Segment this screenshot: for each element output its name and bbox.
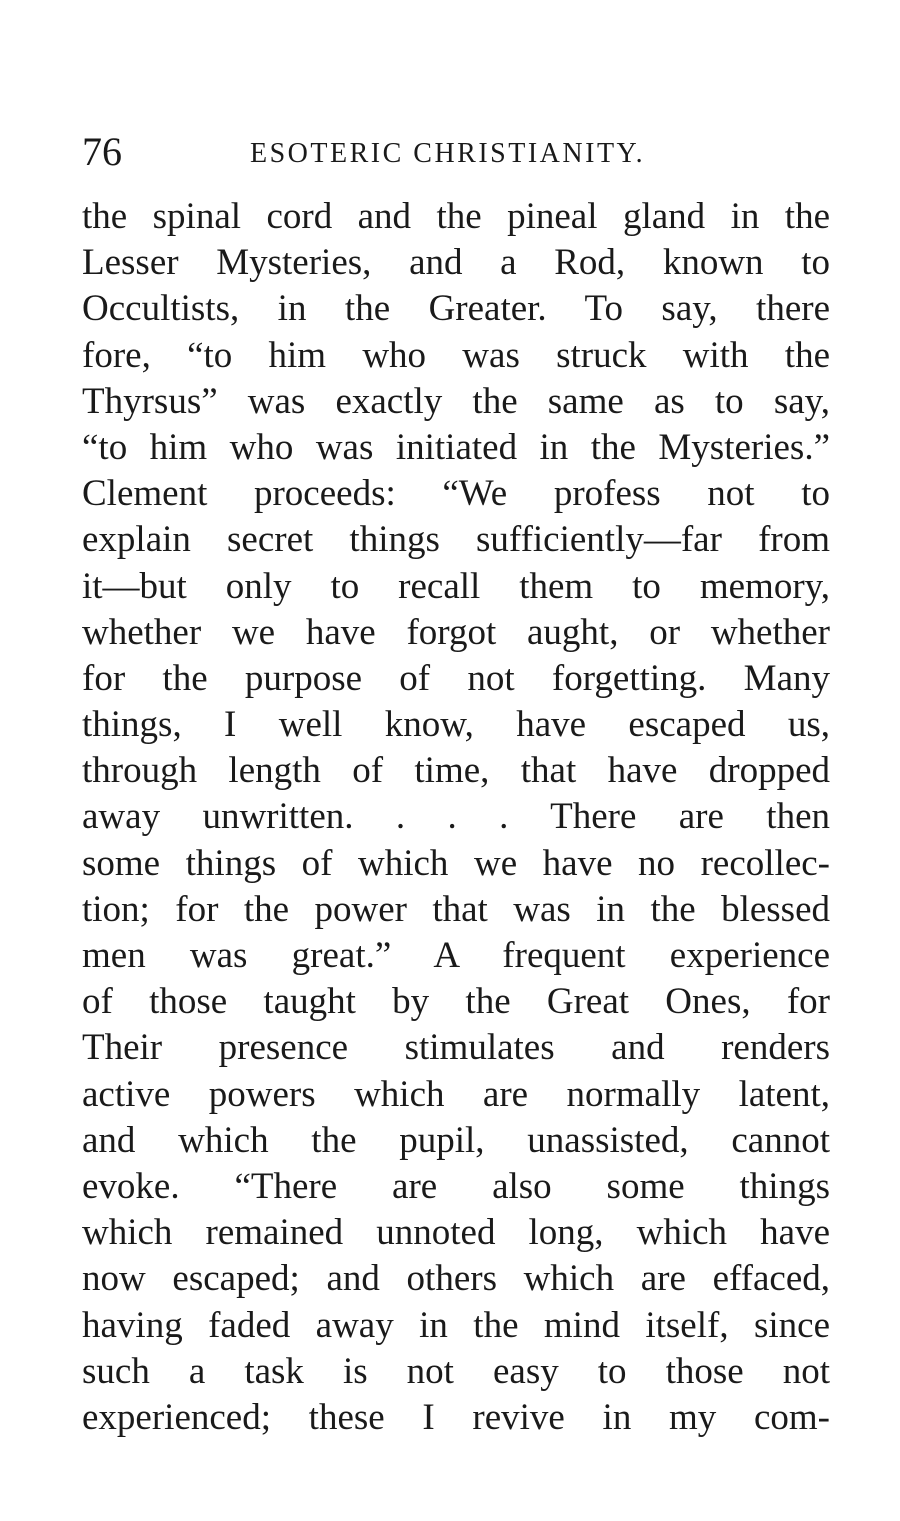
text-line: things, I well know, have escaped us,	[82, 704, 830, 746]
body-text	[82, 194, 830, 1441]
text-line: Clement proceeds: “We profess not to	[82, 473, 830, 515]
text-line: some things of which we have no recollec-	[82, 842, 830, 884]
text-line: experienced; these I revive in my com-	[82, 1396, 830, 1438]
text-line: Thyrsus” was exactly the same as to say,	[82, 380, 830, 422]
text-line: explain secret things sufficiently—far from	[82, 519, 830, 561]
text-line: whether we have forgot aught, or whether	[82, 611, 830, 653]
text-line: the spinal cord and the pineal gland in the	[82, 196, 830, 237]
text-line: having faded away in the mind itself, since	[82, 1304, 830, 1346]
text-line: Their presence stimulates and renders	[82, 1027, 830, 1069]
text-line: and which the pupil, unassisted, cannot	[82, 1119, 830, 1161]
text-line: Lesser Mysteries, and a Rod, known to	[82, 242, 830, 284]
text-line: such a task is not easy to those not	[82, 1350, 830, 1392]
text-line: of those taught by the Great Ones, for	[82, 981, 830, 1023]
text-line: Occultists, in the Greater. To say, there	[82, 288, 830, 330]
text-line: tion; for the power that was in the blessed	[82, 888, 830, 930]
text-line: active powers which are normally latent,	[82, 1073, 830, 1115]
text-line: men was great.” A frequent experience	[82, 935, 830, 976]
text-line: away unwritten. . . . There are then	[82, 796, 830, 838]
text-line: fore, “to him who was struck with the	[82, 334, 830, 376]
page-number: 76	[82, 129, 122, 174]
text-line: through length of time, that have dropped	[82, 750, 830, 792]
page-header	[82, 128, 832, 176]
running-title: ESOTERIC CHRISTIANITY.	[250, 138, 646, 169]
text-line: now escaped; and others which are effaced,	[82, 1258, 830, 1300]
text-line: it—but only to recall them to memory,	[82, 565, 830, 607]
text-line: for the purpose of not forgetting. Many	[82, 657, 830, 699]
text-line: which remained unnoted long, which have	[82, 1212, 830, 1254]
text-line: evoke. “There are also some things	[82, 1165, 830, 1207]
text-line: “to him who was initiated in the Mysteries.”	[82, 426, 830, 468]
